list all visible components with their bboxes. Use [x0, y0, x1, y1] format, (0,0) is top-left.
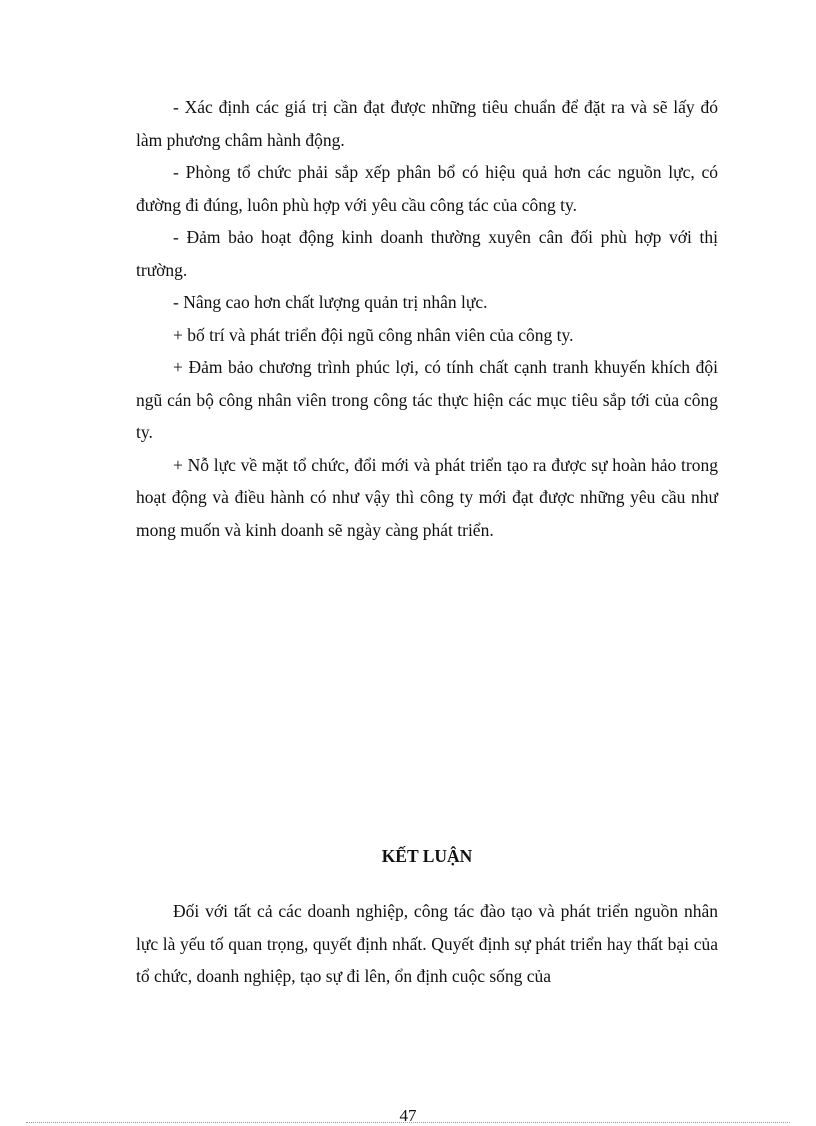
page-number: 47: [399, 1106, 417, 1125]
paragraph: + Đảm bảo chương trình phúc lợi, có tính chất cạnh tranh khuyến khích đội ngũ cán bộ công nhân viên trong công tác thực hiện các mục tiêu sắp tới của công ty.: [136, 357, 718, 442]
paragraph: - Nâng cao hơn chất lượng quản trị nhân lực.: [173, 292, 488, 312]
paragraph: + bố trí và phát triển đội ngũ công nhân viên của công ty.: [173, 324, 574, 345]
conclusion-paragraph: Đối với tất cả các doanh nghiệp, công tác đào tạo và phát triển nguồn nhân lực là yếu tố quan trọng, quyết định nhất. Quyết định sự phát triển hay thất bại của tổ chức, doanh nghiệp, tạo sự đi lên, ổn định cuộc sống của: [136, 901, 718, 986]
body-section: [136, 91, 718, 546]
conclusion-heading: KẾT LUẬN: [381, 846, 473, 866]
paragraph: - Xác định các giá trị cần đạt được những tiêu chuẩn để đặt ra và sẽ lấy đó làm phương châm hành động.: [136, 97, 718, 150]
paragraph: - Đảm bảo hoạt động kinh doanh thường xuyên cân đối phù hợp với thị trường.: [136, 227, 718, 280]
conclusion-section: [136, 895, 718, 993]
paragraph: - Phòng tổ chức phải sắp xếp phân bổ có hiệu quả hơn các nguồn lực, có đường đi đúng, luôn phù hợp với yêu cầu công tác của công ty.: [136, 162, 718, 215]
paragraph: + Nỗ lực về mặt tổ chức, đổi mới và phát triển tạo ra được sự hoàn hảo trong hoạt động và điều hành có như vậy thì công ty mới đạt được những yêu cầu như mong muốn và kinh doanh sẽ ngày càng phát triển.: [136, 454, 718, 540]
